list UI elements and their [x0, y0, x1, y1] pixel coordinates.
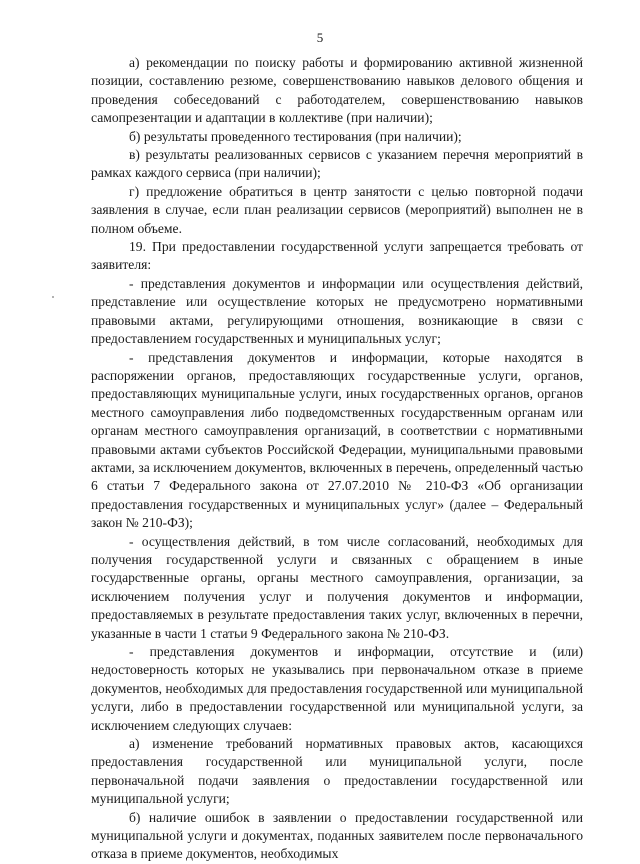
paragraph-services-results: в) результаты реализованных сервисов с указанием перечня мероприятий в рамках каждого сервиса (при наличии);: [91, 147, 583, 181]
paragraph-item-19: 19. При предоставлении государственной услуги запрещается требовать от заявителя:: [91, 239, 583, 273]
paragraph-recommendations: а) рекомендации по поиску работы и формированию активной жизненной позиции, составлению резюме, совершенствованию навыков делового общения и проведения собеседований с работодателем, совершенствованию навыков самопрезентации и адаптации в коллективе (при наличии);: [91, 55, 583, 126]
document-body: [91, 54, 583, 864]
paragraph-prohibition-actions: - осуществления действий, в том числе согласований, необходимых для получения государственной услуги и связанных с обращением в иные государственные органы, органы местного самоуправления, организации, за исключением получения услуг и получения документов и информации, предоставляемых в результате предоставления таких услуг, включенных в перечни, указанные в части 1 статьи 9 Федерального закона № 210-ФЗ.: [91, 533, 583, 641]
page-number: 5: [316, 30, 324, 45]
paragraph-prohibition-documents: - представления документов и информации или осуществления действий, представление или осуществление которых не предусмотрено нормативными правовыми актами, регулирующими отношения, возникающие в связи с предоставлением государственных и муниципальных услуг;: [91, 275, 583, 347]
paragraph-prohibition-missing-info: - представления документов и информации, отсутствие и (или) недостоверность которых не указывались при первоначальном отказе в приеме документов, необходимых для предоставления государственной или муниципальной услуги, либо в предоставлении государственной или муниципальной услуги, за исключением следующих случаев:: [91, 644, 583, 733]
paragraph-prohibition-held-documents: - представления документов и информации, которые находятся в распоряжении органов, предоставляющих государственные услуги, органов, предоставляющих муниципальные услуги, иных государственных органов, органов местного самоуправления либо подведомственных государственным органам или органам местного самоуправления организаций, в соответствии с нормативными правовыми актами субъектов Российской Федерации, муниципальными правовыми актами, за исключением документов, включенных в перечень, определенный частью 6 статьи 7 Федерального закона от 27.07.2010 № 210-ФЗ «Об организации предоставления государственных и муниципальных услуг» (далее – Федеральный закон № 210-ФЗ);: [91, 349, 583, 531]
paragraph-repeat-application: г) предложение обратиться в центр занятости с целью повторной подачи заявления в случае, если план реализации сервисов (мероприятий) выполнен не в полном объеме.: [91, 183, 583, 236]
paragraph-testing-results: б) результаты проведенного тестирования (при наличии);: [129, 128, 462, 144]
scan-speck: [52, 296, 54, 298]
paragraph-exception-b: б) наличие ошибок в заявлении о предоставлении государственной или муниципальной услуги и документах, поданных заявителем после первоначального отказа в приеме документов, необходимых: [91, 809, 583, 862]
paragraph-exception-a: а) изменение требований нормативных правовых актов, касающихся предоставления государственной или муниципальной услуги, после первоначальной подачи заявления о предоставлении государственной или муниципальной услуги;: [91, 736, 583, 807]
